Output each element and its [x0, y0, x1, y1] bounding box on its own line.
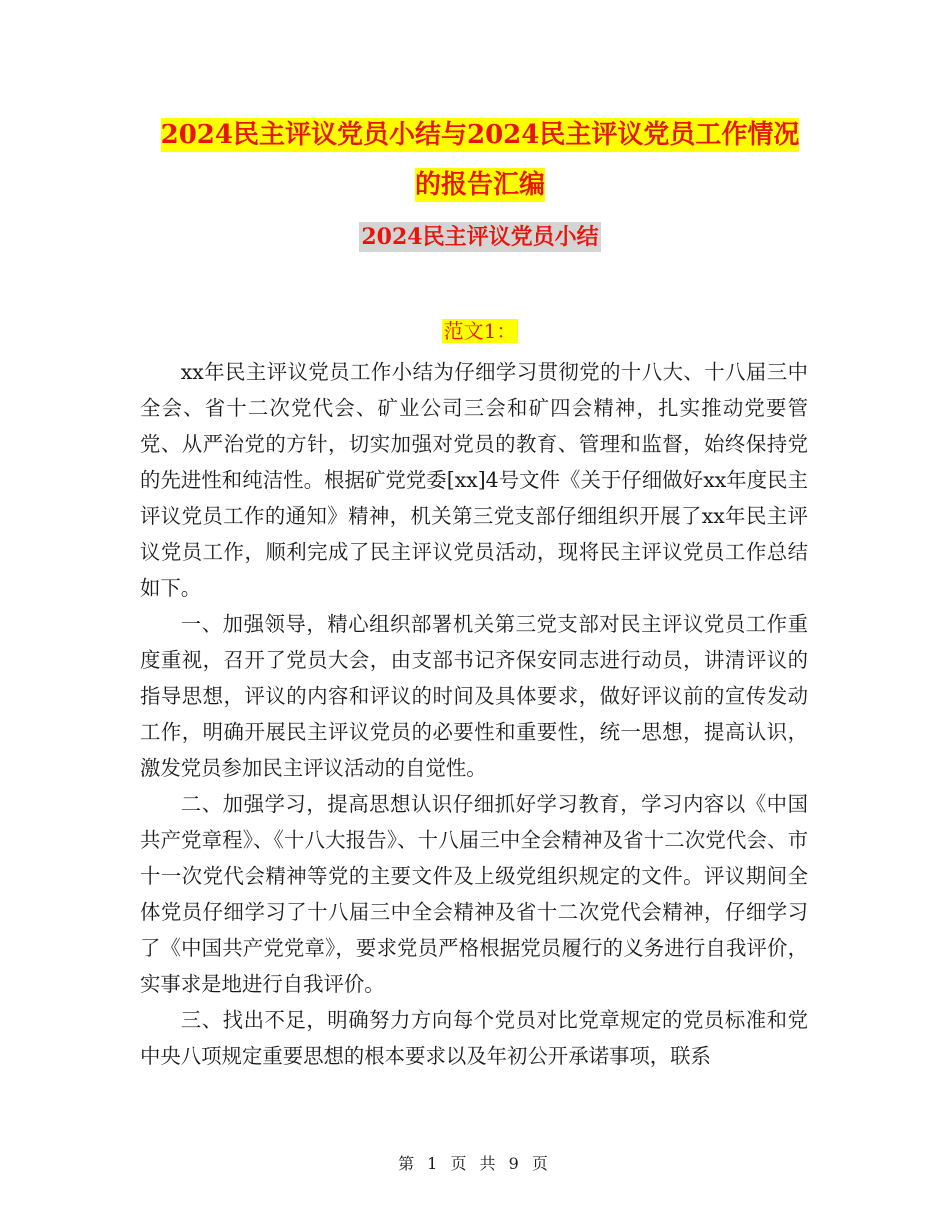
- document-title-line-1: 2024民主评议党员小结与2024民主评议党员工作情况: [160, 120, 800, 150]
- document-title-line-2: 的报告汇编: [414, 170, 545, 200]
- section-title-text: 2024民主评议党员小结: [361, 224, 599, 250]
- paragraph-1: xx年民主评议党员工作小结为仔细学习贯彻党的十八大、十八届三中全会、省十二次党代会、矿业公司三会和矿四会精神，扎实推动党要管党、从严治党的方针，切实加强对党员的教育、管理和监督，始终保持党的先进性和纯洁性。根据矿党党委[xx]4号文件《关于仔细做好xx年度民主评议党员工作的通知》精神，机关第三党支部仔细组织开展了xx年民主评议党员工作，顺利完成了民主评议党员活动，现将民主评议党员工作总结如下。: [140, 360, 808, 600]
- paragraph-4: 三、找出不足，明确努力方向每个党员对比党章规定的党员标准和党中央八项规定重要思想的根本要求以及年初公开承诺事项，联系: [140, 1008, 808, 1068]
- paragraph-2: 一、加强领导，精心组织部署机关第三党支部对民主评议党员工作重度重视，召开了党员大会，由支部书记齐保安同志进行动员，讲清评议的指导思想，评议的内容和评议的时间及具体要求，做好评议前的宣传发动工作，明确开展民主评议党员的必要性和重要性，统一思想，提高认识，激发党员参加民主评议活动的自觉性。: [140, 612, 808, 780]
- section-title: [140, 220, 820, 254]
- document-title: [140, 110, 820, 210]
- sample-label-text: 范文1：: [443, 319, 517, 343]
- paragraph-3: 二、加强学习，提高思想认识仔细抓好学习教育，学习内容以《中国共产党章程》、《十八大报告》、十八届三中全会精神及省十二次党代会、市十一次党代会精神等党的主要文件及上级党组织规定的文件。评议期间全体党员仔细学习了十八届三中全会精神及省十二次党代会精神，仔细学习了《中国共产党党章》，要求党员严格根据党员履行的义务进行自我评价，实事求是地进行自我评价。: [140, 792, 808, 996]
- body-text: [140, 354, 808, 1074]
- sample-label: [140, 316, 820, 346]
- page-footer: 第 1 页 共 9 页: [398, 1154, 552, 1173]
